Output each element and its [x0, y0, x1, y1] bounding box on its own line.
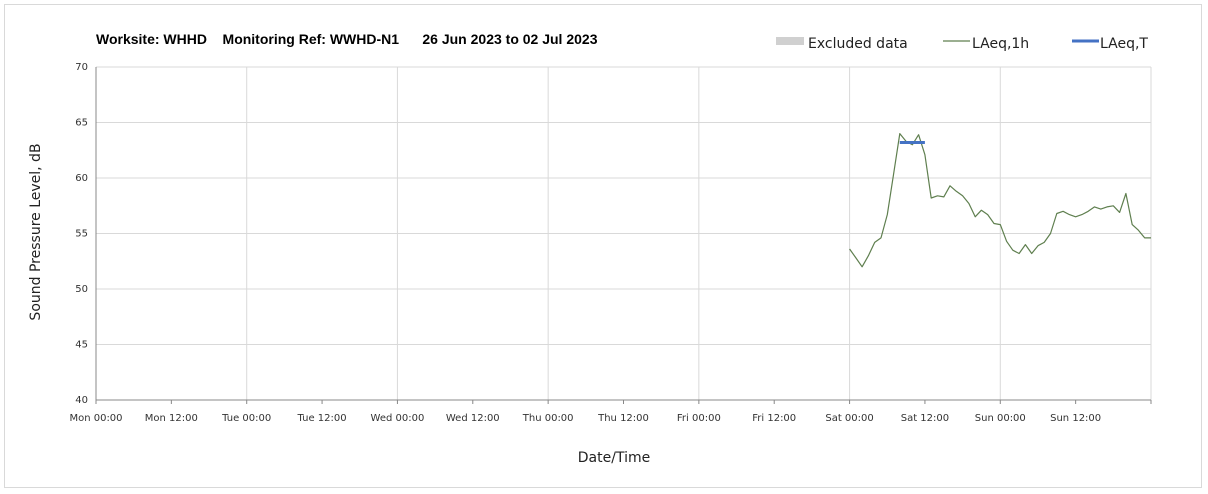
- x-tick-label: Fri 00:00: [676, 413, 721, 424]
- x-tick-label: Wed 12:00: [445, 413, 500, 424]
- x-tick-label: Tue 00:00: [222, 413, 272, 424]
- y-tick-label: 65: [75, 117, 88, 129]
- y-axis-label: Sound Pressure Level, dB: [28, 143, 44, 321]
- grid-lines: [96, 67, 1151, 400]
- axes: [96, 67, 1151, 404]
- y-tick-label: 60: [75, 173, 88, 184]
- x-tick-label: Sat 12:00: [900, 413, 950, 424]
- y-tick-label: 70: [75, 62, 88, 73]
- legend-label-laeq-1h: LAeq,1h: [972, 36, 1030, 52]
- x-tick-label: Sun 00:00: [974, 413, 1026, 424]
- legend-label-laeq-t: LAeq,T: [1100, 36, 1148, 52]
- legend-label-excluded: Excluded data: [808, 36, 908, 52]
- x-tick-label: Tue 12:00: [297, 413, 347, 424]
- y-tick-label: 50: [75, 284, 88, 295]
- legend-swatch-excluded: [776, 37, 804, 45]
- x-tick-label: Mon 12:00: [144, 413, 198, 424]
- y-tick-label: 45: [75, 339, 88, 351]
- x-tick-label: Sat 00:00: [825, 413, 874, 424]
- y-tick-label: 40: [75, 395, 88, 406]
- chart-title: Worksite: WHHD Monitoring Ref: WWHD-N1 26 Jun 2023 to 02 Jul 2023: [96, 31, 598, 47]
- x-tick-label: Thu 12:00: [598, 413, 649, 424]
- x-axis-label: Date/Time: [577, 450, 651, 466]
- x-tick-label: Wed 00:00: [370, 413, 425, 424]
- x-tick-label: Mon 00:00: [69, 413, 123, 424]
- y-tick-label: 55: [75, 228, 88, 240]
- tick-labels: [69, 62, 1101, 424]
- x-tick-label: Fri 12:00: [752, 413, 797, 424]
- legend: [776, 36, 1148, 52]
- x-tick-label: Thu 00:00: [522, 413, 574, 424]
- x-tick-label: Sun 12:00: [1050, 413, 1102, 424]
